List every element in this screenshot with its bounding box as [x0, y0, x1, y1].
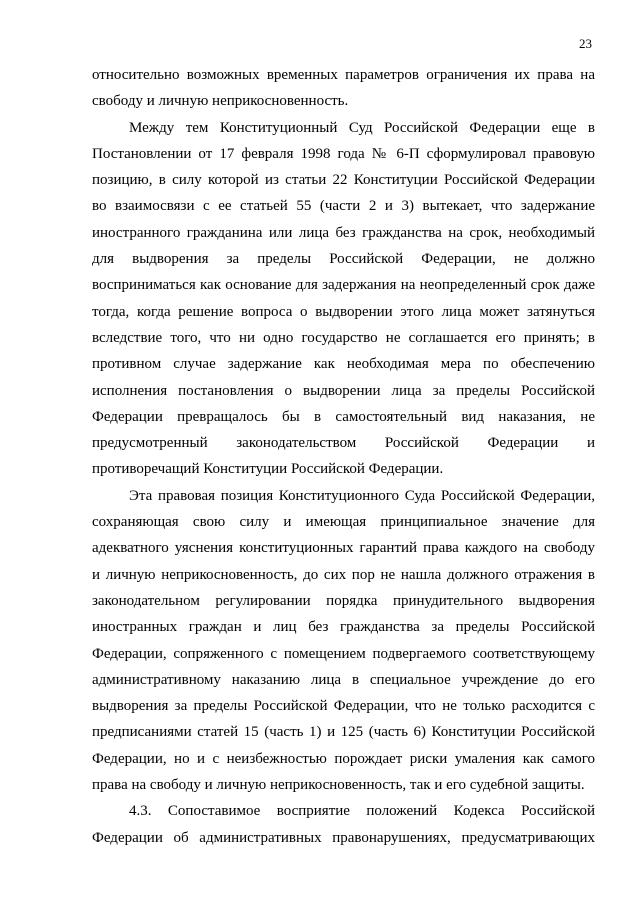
page-number: 23	[579, 36, 592, 51]
paragraph-2	[92, 115, 595, 483]
text-line: иностранных граждан и лиц без гражданства за пределы Российской	[92, 619, 595, 636]
text-line: для выдворения за пределы Российской Федерации, не должно	[92, 251, 595, 268]
text-line: исполнения постановления о выдворении лица за пределы Российской	[92, 382, 595, 399]
text-line: тогда, когда решение вопроса о выдворении этого лица может затянуться	[92, 303, 595, 320]
text-line: вследствие того, что ни одно государство не соглашается его принять; в	[92, 329, 595, 346]
text-line: выдворения за пределы Российской Федерации, что не только расходится с	[92, 698, 595, 715]
paragraph-4	[92, 798, 595, 851]
text-line: относительно возможных временных параметров ограничения их права на	[92, 67, 595, 83]
text-line: Постановлении от 17 февраля 1998 года № 6-П сформулировал правовую	[92, 145, 595, 162]
paragraph-3	[92, 483, 595, 799]
text-line: предписаниями статей 15 (часть 1) и 125 (часть 6) Конституции Российской	[92, 724, 595, 741]
text-line: Эта правовая позиция Конституционного Суда Российской Федерации,	[129, 487, 595, 504]
text-line: Между тем Конституционный Суд Российской Федерации еще в	[129, 119, 595, 136]
text-line: иностранного гражданина или лица без гражданства на срок, необходимый	[92, 224, 595, 241]
text-line: права на свободу и личную неприкосновенность, так и его судебной защиты.	[92, 777, 585, 794]
text-line: Федерации превращалось бы в самостоятельный вид наказания, не	[92, 408, 595, 425]
text-line: законодательном регулировании порядка принудительного выдворения	[92, 592, 595, 609]
document-body	[92, 62, 595, 851]
text-line: предусмотренный законодательством Российской Федерации и	[92, 435, 595, 452]
text-line: во взаимосвязи с ее статьей 55 (части 2 и 3) вытекает, что задержание	[92, 198, 595, 215]
text-line: противоречащий Конституции Российской Федерации.	[92, 461, 444, 478]
text-line: административному наказанию лица в специальное учреждение до его	[92, 671, 595, 688]
text-line: свободу и личную неприкосновенность.	[92, 93, 349, 110]
text-line: 4.3. Сопоставимое восприятие положений Кодекса Российской	[129, 803, 595, 820]
text-line: восприниматься как основание для задержания на неопределенный срок даже	[92, 277, 595, 294]
paragraph-1	[92, 62, 595, 115]
text-line: Федерации, сопряженного с помещением подвергаемого соответствующему	[92, 645, 595, 662]
text-line: Федерации, но и с неизбежностью порождает риски умаления как самого	[92, 750, 595, 767]
text-line: адекватного уяснения конституционных гарантий права каждого на свободу	[92, 540, 595, 557]
text-line: и личную неприкосновенность, до сих пор не нашла должного отражения в	[92, 566, 595, 583]
text-line: противном случае задержание как необходимая мера по обеспечению	[92, 356, 595, 373]
text-line: позицию, в силу которой из статьи 22 Конституции Российской Федерации	[92, 172, 595, 189]
text-line: сохраняющая свою силу и имеющая принципиальное значение для	[92, 514, 595, 531]
text-line: Федерации об административных правонарушениях, предусматривающих	[92, 829, 595, 846]
